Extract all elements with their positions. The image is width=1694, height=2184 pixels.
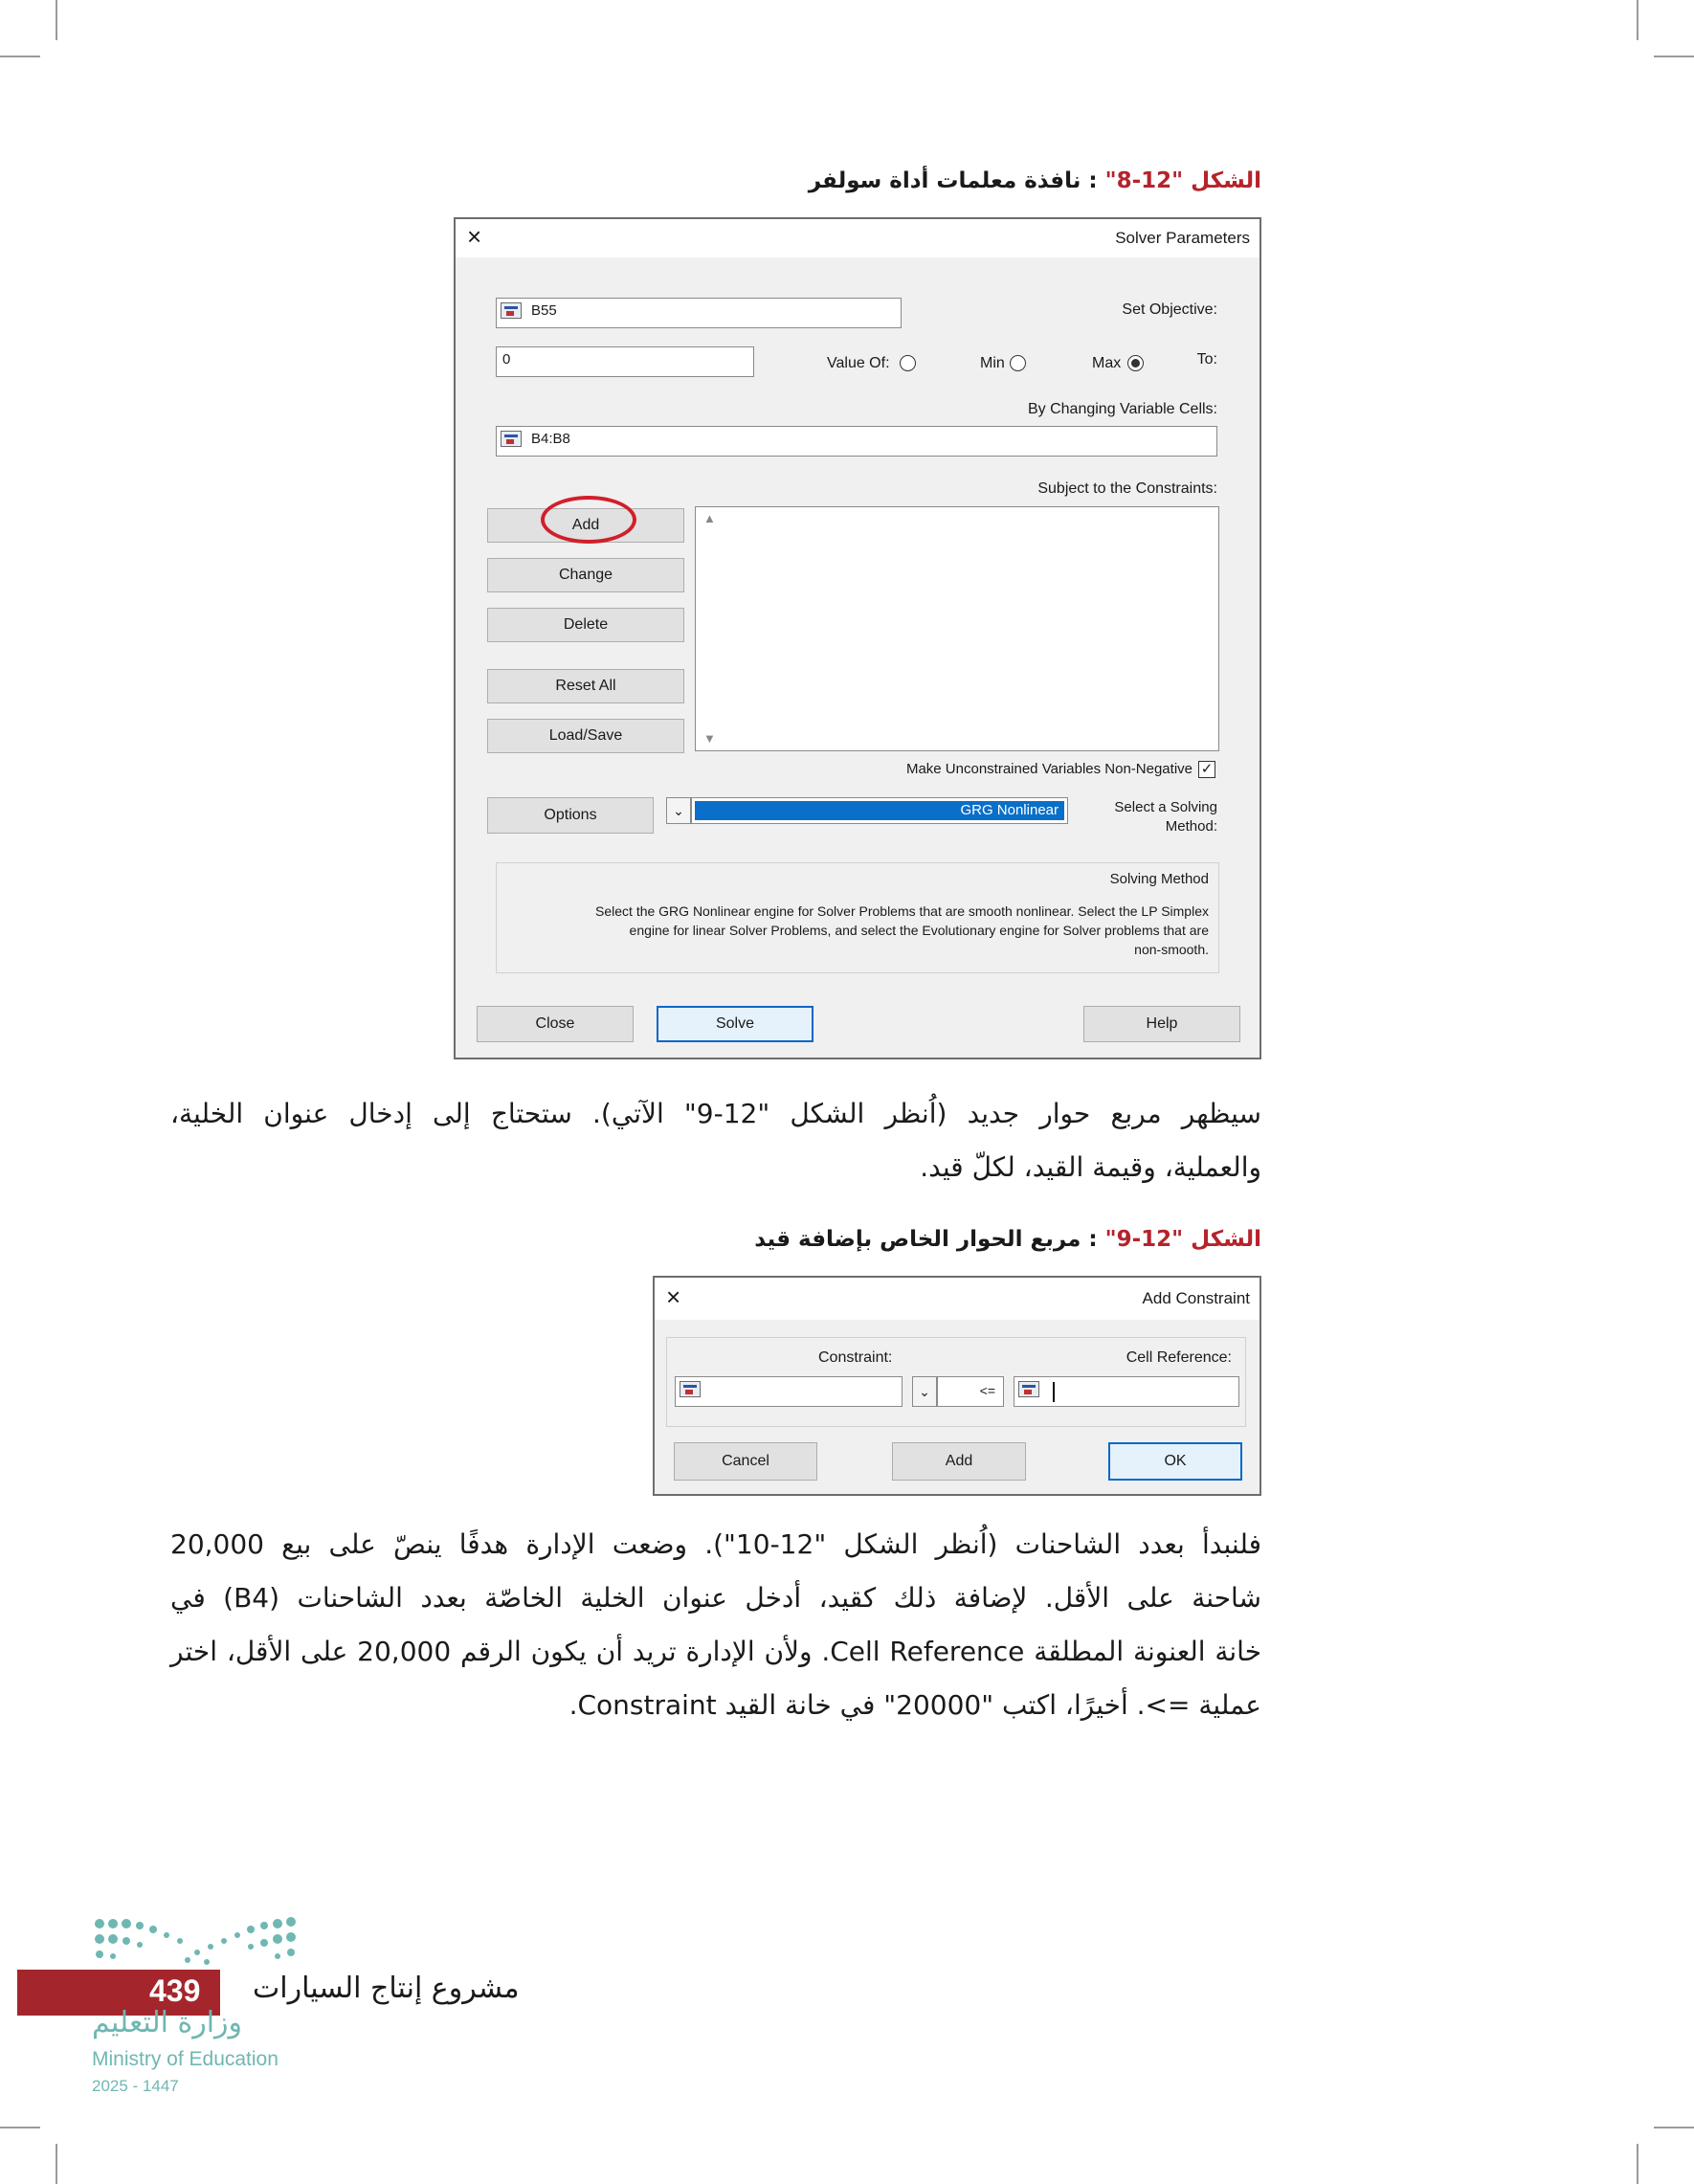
crop-mark <box>1637 2144 1638 2184</box>
change-button[interactable] <box>487 558 684 592</box>
paragraph-line: فلنبدأ بعدد الشاحنات (اُنظر الشكل "12-10"). وضعت الإدارة هدفًا ينصّ على بيع 20,000 <box>170 1528 1262 1560</box>
chevron-down-icon: ⌄ <box>673 803 684 818</box>
description-line: Select the GRG Nonlinear engine for Solver Problems that are smooth nonlinear. Select the LP Simplex <box>595 903 1209 919</box>
max-label: Max <box>1092 355 1122 371</box>
value-of-input[interactable] <box>496 346 754 377</box>
close-button[interactable] <box>477 1006 634 1042</box>
select-method-label: Select a Solving <box>1114 799 1217 815</box>
method-dropdown-button[interactable] <box>666 797 691 824</box>
dialog-title: Add Constraint <box>1142 1289 1250 1307</box>
figure-caption-text: : مربع الحوار الخاص بإضافة قيد <box>754 1227 1098 1252</box>
nonneg-checkbox[interactable]: ✓ <box>1198 761 1215 778</box>
delete-button[interactable] <box>487 608 684 642</box>
help-button-label: Help <box>1146 1015 1178 1032</box>
title-bar <box>456 219 1259 257</box>
range-select-icon[interactable] <box>501 431 522 447</box>
add-button-label: Add <box>945 1453 973 1469</box>
ministry-logo-dots <box>92 1916 302 1973</box>
crop-mark <box>1654 2127 1694 2128</box>
load-save-button[interactable] <box>487 719 684 753</box>
value-of-value: 0 <box>502 351 511 368</box>
cell-reference-label: Cell Reference: <box>1126 1349 1232 1366</box>
body-paragraph <box>170 1518 1261 1732</box>
close-button-label: Close <box>535 1015 575 1032</box>
solver-parameters-dialog <box>454 217 1261 1059</box>
crop-mark <box>1637 0 1638 40</box>
value-of-radio[interactable] <box>900 355 916 371</box>
method-selected <box>695 801 1064 820</box>
figure-caption-label: الشكل "12-8" <box>1104 168 1261 193</box>
to-label: To: <box>1196 351 1217 368</box>
method-dropdown[interactable] <box>691 797 1068 824</box>
set-objective-label: Set Objective: <box>1122 301 1217 318</box>
close-icon[interactable]: × <box>467 222 482 251</box>
constraints-label: Subject to the Constraints: <box>1037 480 1217 497</box>
constraint-input[interactable] <box>675 1376 903 1407</box>
value-of-label: Value Of: <box>827 355 890 371</box>
crop-mark <box>0 2127 40 2128</box>
options-button-label: Options <box>544 807 597 823</box>
ok-button-label: OK <box>1164 1453 1187 1469</box>
dialog-title: Solver Parameters <box>1115 229 1250 247</box>
figure-caption <box>754 1227 1261 1252</box>
reset-all-button[interactable] <box>487 669 684 703</box>
constraint-label: Constraint: <box>818 1349 893 1366</box>
options-button[interactable] <box>487 797 654 834</box>
close-icon[interactable]: × <box>666 1282 681 1311</box>
min-radio[interactable] <box>1010 355 1026 371</box>
crop-mark <box>56 0 57 40</box>
cell-reference-input[interactable] <box>1014 1376 1239 1407</box>
description-line: non-smooth. <box>1134 942 1209 957</box>
changing-cells-input[interactable] <box>496 426 1217 457</box>
load-save-button-label: Load/Save <box>548 727 623 744</box>
add-button-label: Add <box>571 517 600 533</box>
set-objective-input[interactable] <box>496 298 902 328</box>
solving-method-title: Solving Method <box>1109 871 1209 887</box>
method-value: GRG Nonlinear <box>960 802 1059 818</box>
select-method-label: Method: <box>1165 818 1217 835</box>
paragraph-line: شاحنة على الأقل. لإضافة ذلك كقيد، أدخل عنوان الخلية الخاصّة بعدد الشاحنات (B4) في <box>170 1582 1262 1614</box>
edition-year: 2025 - 1447 <box>92 2077 179 2095</box>
operator-value: <= <box>979 1383 995 1398</box>
delete-button-label: Delete <box>563 616 609 633</box>
paragraph-line: سيظهر مربع حوار جديد (اُنظر الشكل "12-9" الآتي). ستحتاج إلى إدخال عنوان الخلية، <box>170 1098 1261 1129</box>
cancel-button-label: Cancel <box>722 1453 769 1469</box>
crop-mark <box>1654 56 1694 57</box>
scroll-down-icon[interactable]: ▼ <box>703 731 716 746</box>
ok-button[interactable] <box>1108 1442 1242 1481</box>
constraint-group <box>666 1337 1246 1427</box>
ministry-name-arabic: وزارة التعليم <box>92 2006 243 2039</box>
add-constraint-dialog <box>653 1276 1261 1496</box>
cancel-button[interactable] <box>674 1442 817 1481</box>
changing-cells-value: B4:B8 <box>531 431 570 447</box>
figure-caption <box>809 168 1261 193</box>
constraints-list[interactable] <box>695 506 1219 751</box>
operator-select[interactable] <box>937 1376 1004 1407</box>
range-select-icon[interactable] <box>1018 1381 1039 1397</box>
ministry-name-english: Ministry of Education <box>92 2048 279 2070</box>
solve-button[interactable] <box>657 1006 814 1042</box>
highlight-circle <box>541 496 636 544</box>
solving-method-group <box>496 862 1219 973</box>
description-line: engine for linear Solver Problems, and select the Evolutionary engine for Solver problems that are <box>629 923 1209 938</box>
help-button[interactable] <box>1083 1006 1240 1042</box>
min-label: Min <box>980 355 1005 371</box>
scroll-up-icon[interactable]: ▲ <box>703 511 716 525</box>
reset-all-button-label: Reset All <box>555 678 616 694</box>
page-number: 439 <box>149 1973 201 2008</box>
range-select-icon[interactable] <box>501 302 522 319</box>
body-paragraph <box>170 1087 1261 1194</box>
set-objective-value: B55 <box>531 302 557 319</box>
text-cursor <box>1053 1382 1055 1402</box>
nonneg-label: Make Unconstrained Variables Non-Negative <box>905 761 1192 777</box>
change-button-label: Change <box>558 567 613 583</box>
paragraph-line: والعملية، وقيمة القيد، لكلّ قيد. <box>920 1151 1261 1183</box>
solving-method-description <box>510 902 1209 959</box>
paragraph-line: خانة العنونة المطلقة Cell Reference. ولأن الإدارة تريد أن يكون الرقم 20,000 على الأقل، اختر <box>170 1636 1262 1667</box>
title-bar <box>655 1278 1259 1320</box>
figure-caption-label: الشكل "12-9" <box>1104 1227 1261 1252</box>
crop-mark <box>56 2144 57 2184</box>
paragraph-line: عملية =>. أخيرًا، اكتب "20000" في خانة القيد Constraint. <box>568 1689 1261 1721</box>
max-radio[interactable] <box>1127 355 1144 371</box>
project-title: مشروع إنتاج السيارات <box>253 1972 520 2005</box>
changing-cells-label: By Changing Variable Cells: <box>1027 401 1217 417</box>
solve-button-label: Solve <box>715 1015 755 1032</box>
crop-mark <box>0 56 40 57</box>
operator-dropdown-button[interactable] <box>912 1376 937 1407</box>
add-button[interactable] <box>892 1442 1026 1481</box>
range-select-icon[interactable] <box>680 1381 701 1397</box>
figure-caption-text: : نافذة معلمات أداة سولفر <box>808 168 1098 193</box>
chevron-down-icon: ⌄ <box>919 1384 930 1399</box>
